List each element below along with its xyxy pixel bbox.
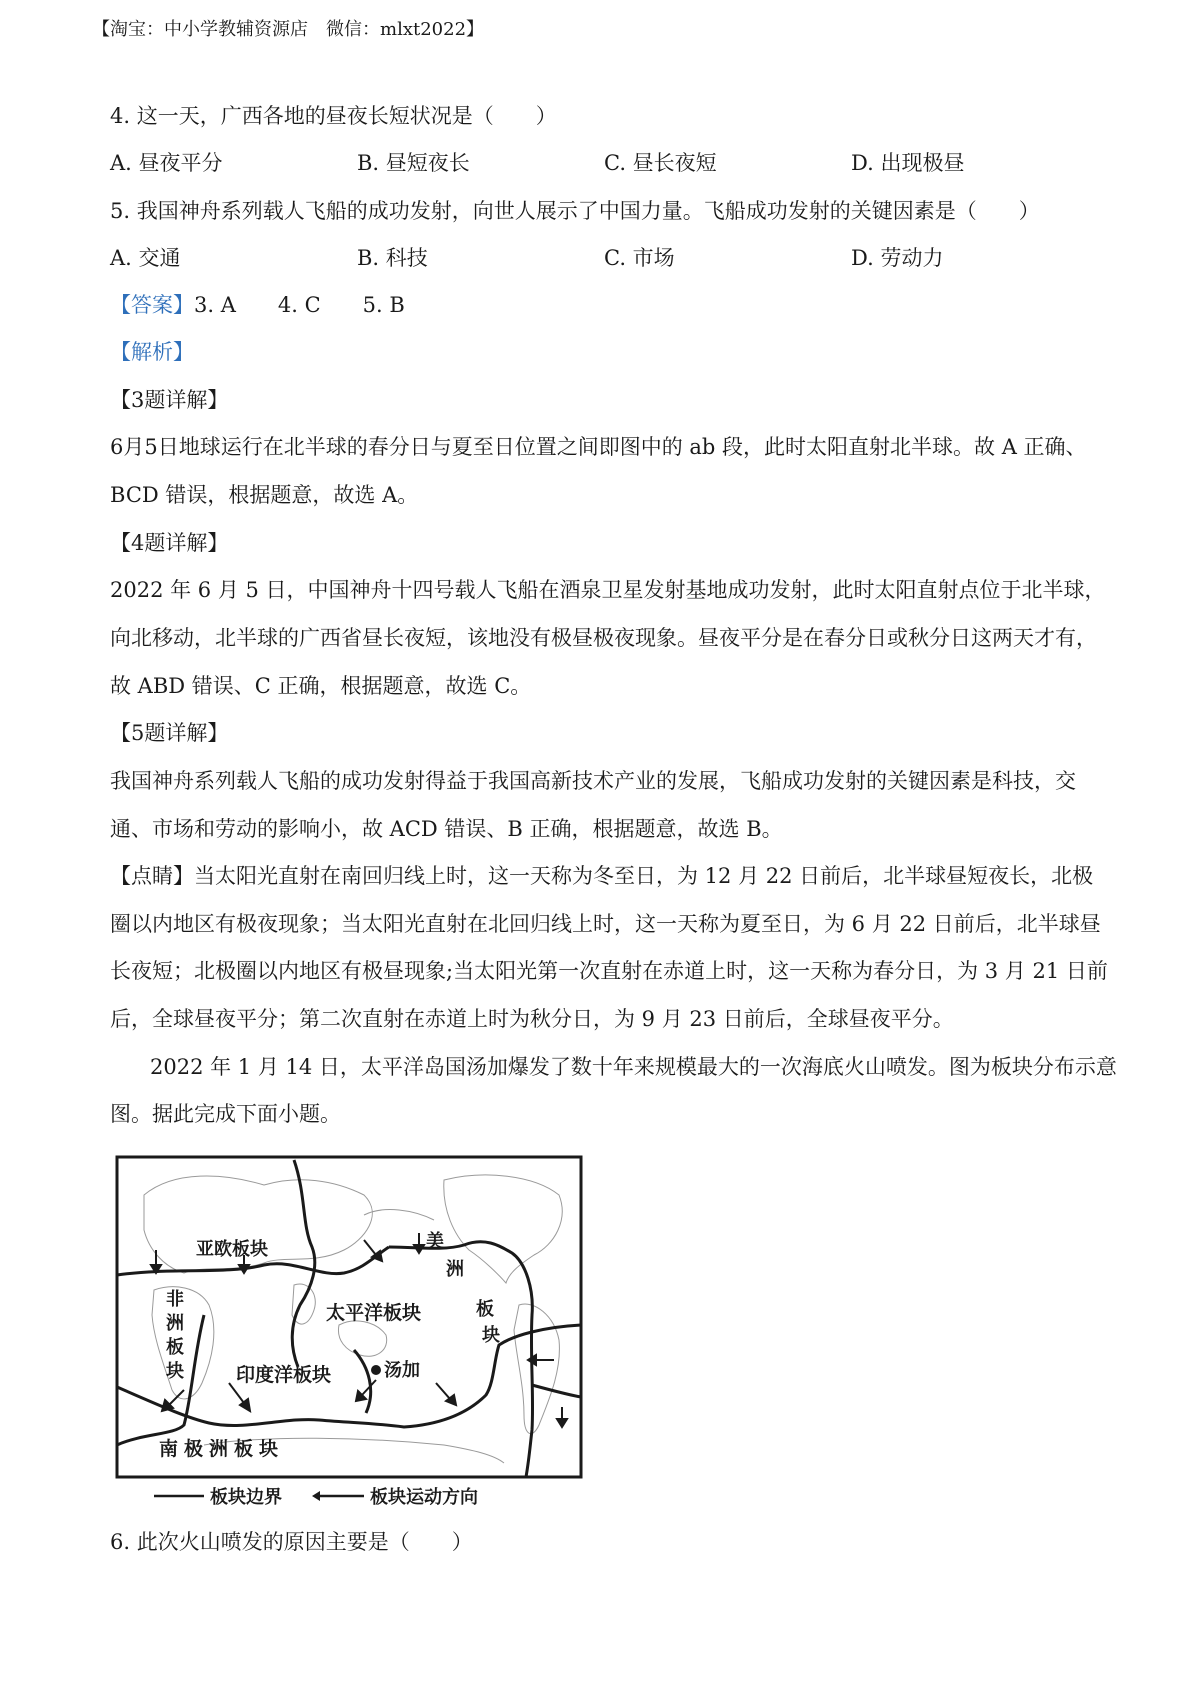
african-plate-char-3: 板: [166, 1337, 184, 1357]
legend-boundary-label: 板块边界: [210, 1487, 282, 1507]
q5-option-d: D. 劳动力: [851, 246, 944, 270]
q4-option-b: B. 昼短夜长: [357, 151, 470, 175]
q4-option-d: D. 出现极昼: [851, 151, 965, 175]
question-6-stem: 6. 此次火山喷发的原因主要是（ ）: [110, 1530, 473, 1554]
detail-3-title: 【3题详解】: [110, 388, 229, 412]
answer-line: [110, 291, 405, 319]
q4-option-a: A. 昼夜平分: [110, 151, 223, 175]
q5-option-b: B. 科技: [357, 246, 428, 270]
tonga-marker: [371, 1365, 381, 1375]
legend-direction-label: 板块运动方向: [370, 1487, 478, 1507]
tip-line-1: 【点睛】当太阳光直射在南回归线上时，这一天称为冬至日，为 12 月 22 日前后，北半球昼短夜长，北极: [110, 864, 1094, 888]
pacific-plate-label: 太平洋板块: [326, 1303, 422, 1324]
legend-direction-arrowhead: [312, 1491, 320, 1501]
question-5-stem: 5. 我国神舟系列载人飞船的成功发射，向世人展示了中国力量。飞船成功发射的关键因素是（ ）: [110, 199, 1040, 223]
answer-label: 【答案】: [110, 293, 194, 317]
african-plate-char-2: 洲: [166, 1313, 184, 1333]
detail-4-title: 【4题详解】: [110, 531, 229, 555]
american-plate-char-3: 板: [476, 1299, 494, 1319]
intro-line-1: 2022 年 1 月 14 日，太平洋岛国汤加爆发了数十年来规模最大的一次海底火山喷发。图为板块分布示意: [150, 1055, 1117, 1079]
indian-plate-label: 印度洋板块: [236, 1365, 332, 1386]
analysis-label: 【解析】: [110, 340, 194, 364]
q5-option-a: A. 交通: [110, 246, 181, 270]
detail-4-line-3: 故 ABD 错误、C 正确，根据题意，故选 C。: [110, 674, 532, 698]
tip-line-3: 长夜短；北极圈以内地区有极昼现象;当太阳光第一次直射在赤道上时，这一天称为春分日，为 3 月 21 日前: [110, 959, 1108, 983]
detail-4-line-2: 向北移动，北半球的广西省昼长夜短，该地没有极昼极夜现象。昼夜平分是在春分日或秋分日这两天才有，: [110, 626, 1097, 650]
american-plate-char-4: 块: [482, 1325, 500, 1345]
detail-5-line-2: 通、市场和劳动的影响小，故 ACD 错误、B 正确，根据题意，故选 B。: [110, 817, 783, 841]
question-4-stem: 4. 这一天，广西各地的昼夜长短状况是（ ）: [110, 104, 557, 128]
watermark-header: 【淘宝：中小学教辅资源店 微信：mlxt2022】: [92, 19, 485, 40]
american-plate-char-2: 洲: [446, 1259, 464, 1279]
tonga-label: 汤加: [384, 1360, 420, 1380]
american-plate-char-1: 美: [426, 1231, 444, 1251]
detail-3-line-1: 6月5日地球运行在北半球的春分日与夏至日位置之间即图中的 ab 段，此时太阳直射北半球。故 A 正确、: [110, 435, 1087, 459]
eurasian-plate-label: 亚欧板块: [196, 1239, 268, 1259]
intro-line-2: 图。据此完成下面小题。: [110, 1102, 341, 1126]
detail-5-title: 【5题详解】: [110, 721, 229, 745]
detail-4-line-1: 2022 年 6 月 5 日，中国神舟十四号载人飞船在酒泉卫星发射基地成功发射，此时太阳直射点位于北半球，: [110, 578, 1106, 602]
tip-line-4: 后，全球昼夜平分；第二次直射在赤道上时为秋分日，为 9 月 23 日前后，全球昼夜平分。: [110, 1007, 954, 1031]
answer-text: 3. A 4. C 5. B: [194, 293, 405, 317]
q4-option-c: C. 昼长夜短: [604, 151, 717, 175]
q5-option-c: C. 市场: [604, 246, 675, 270]
african-plate-char-4: 块: [166, 1361, 184, 1381]
tip-line-2: 圈以内地区有极夜现象；当太阳光直射在北回归线上时，这一天称为夏至日，为 6 月 22 日前后，北半球昼: [110, 912, 1101, 936]
detail-3-line-2: BCD 错误，根据题意，故选 A。: [110, 483, 419, 507]
antarctic-plate-label: 南极洲板块: [159, 1439, 285, 1460]
detail-5-line-1: 我国神舟系列载人飞船的成功发射得益于我国高新技术产业的发展，飞船成功发射的关键因素是科技，交: [110, 769, 1076, 793]
plate-distribution-map: [114, 1155, 584, 1510]
african-plate-char-1: 非: [166, 1289, 184, 1309]
